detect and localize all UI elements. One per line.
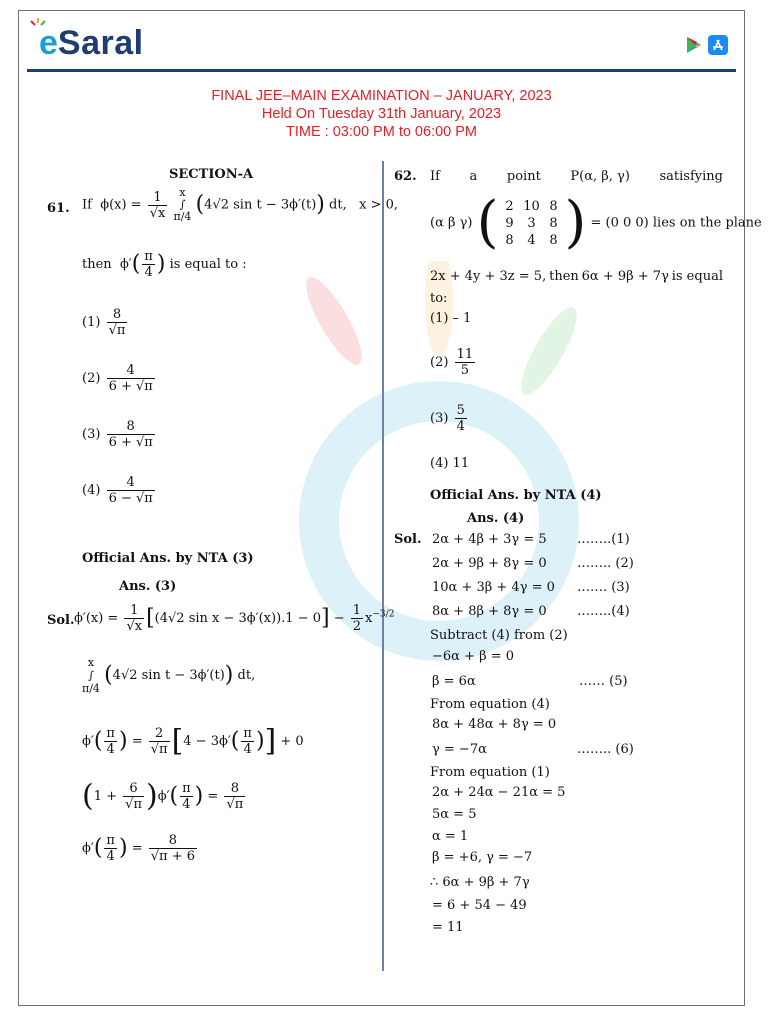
q62-statement: If a point P(α, β, γ) satisfying	[430, 169, 723, 184]
q62-to: to:	[430, 291, 448, 306]
q62-step3: 8α + 48α + 8γ = 0	[432, 717, 557, 732]
q62-option-2: (2) $\frac{11}{5}$	[430, 347, 474, 378]
exam-date: Held On Tuesday 31th January, 2023	[261, 106, 502, 122]
q62-option-1: (1) – 1	[430, 311, 472, 326]
q62-a: a	[469, 169, 478, 184]
q62-from-eq4: From equation (4)	[430, 697, 550, 712]
option-label: (2)	[82, 371, 101, 386]
header	[19, 11, 744, 75]
q62-step1: −6α + β = 0	[432, 649, 515, 664]
q62-eq1: 2α + 4β + 3γ = 5	[432, 532, 547, 547]
q62-plane: 2x + 4y + 3z = 5,	[430, 269, 547, 284]
q62-eq4-tag: ……..(4)	[577, 604, 630, 619]
q62-step11: = 11	[432, 920, 464, 935]
q61-option-2: (2) $\frac{4}{6 + √\pi}$	[82, 363, 153, 394]
q62-sol-label: Sol.	[394, 532, 422, 547]
q61-option-1: (1) $\frac{8}{√\pi}$	[82, 307, 126, 338]
q62-if: If	[430, 169, 440, 184]
q62-option-4: (4) 11	[430, 456, 470, 471]
q62-step8: β = +6, γ = −7	[432, 850, 533, 865]
q62-eq1-tag: ……..(1)	[577, 532, 630, 547]
q62-then: then	[549, 269, 579, 284]
q62-official-answer: Official Ans. by NTA (4)	[430, 488, 602, 503]
q61-tail: is equal to :	[169, 257, 247, 272]
q61-condition: x > 0,	[359, 197, 399, 213]
q62-plane-line	[430, 269, 723, 284]
logo-text: Saral	[57, 23, 144, 62]
q62-eq2-tag: …….. (2)	[577, 556, 634, 571]
option-label: (1)	[82, 315, 101, 330]
q61-sol-line3: ϕ′( $\frac{\pi}{4}$ ) = $\frac{2}{√\pi}$ [4 − 3ϕ′( $\frac{\pi}{4}$ )] + 0	[82, 723, 304, 759]
header-rule	[27, 69, 736, 72]
q62-eq2: 2α + 9β + 8γ = 0	[432, 556, 547, 571]
q62-from-eq1: From equation (1)	[430, 765, 550, 780]
q61-statement: If ϕ(x) = $\frac{1}{√x}$ x ∫ π/4 (4√2 sin t − 3ϕ′(t)) dt, x > 0,	[82, 186, 399, 223]
q62-eq4: 8α + 8β + 8γ = 0	[432, 604, 547, 619]
q61-if: If	[82, 197, 92, 213]
q61-sol-line4: (1 + $\frac{6}{√\pi}$ )ϕ′( $\frac{\pi}{4}$ ) = $\frac{8}{√\pi}$	[82, 778, 244, 814]
exam-title: FINAL JEE–MAIN EXAMINATION – JANUARY, 2023	[211, 88, 552, 104]
q61-then: then ϕ′( $\frac{\pi}{4}$ ) is equal to :	[82, 249, 247, 280]
q62-satisfying: satisfying	[659, 169, 723, 184]
q62-step4: γ = −7α	[432, 742, 487, 757]
q62-eq3-tag: ……. (3)	[577, 580, 630, 595]
q62-step9: ∴ 6α + 9β + 7γ	[430, 875, 530, 890]
q62-step4-tag: …….. (6)	[577, 742, 634, 757]
option-label: (3)	[430, 411, 449, 426]
option-label: (3)	[82, 427, 101, 442]
app-store-icon[interactable]	[708, 35, 728, 55]
q62-subtract: Subtract (4) from (2)	[430, 628, 568, 643]
exam-time: TIME : 03:00 PM to 06:00 PM	[286, 124, 477, 140]
q62-answer: Ans. (4)	[467, 511, 525, 526]
q62-lies: lies on the plane	[652, 215, 762, 231]
q61-answer: Ans. (3)	[119, 579, 177, 594]
esaral-logo[interactable]	[39, 23, 144, 63]
dt-tail: dt,	[237, 668, 256, 683]
q62-step10: = 6 + 54 − 49	[432, 898, 527, 913]
q62-step2: β = 6α	[432, 674, 476, 689]
q61-number: 61.	[47, 201, 70, 216]
q61-sol-line1: ϕ′(x) = $\frac{1}{√x}$ [(4√2 sin x − 3ϕ′(x)).1 − 0] − $\frac{1}{2}$ $x^{-3/2}$	[74, 603, 395, 634]
logo-e: e	[39, 23, 58, 62]
q61-sol-line5: ϕ′( $\frac{\pi}{4}$ ) = $\frac{8}{√\pi + 6}$	[82, 833, 195, 864]
page	[18, 10, 762, 1006]
q62-is-equal: is equal	[671, 269, 723, 284]
exam-heading	[19, 87, 744, 141]
store-icons	[686, 35, 728, 55]
q62-point: point	[506, 169, 541, 184]
q62-step7: α = 1	[432, 829, 469, 844]
column-divider	[382, 161, 384, 971]
q61-option-3: (3) $\frac{8}{6 + √\pi}$	[82, 419, 153, 450]
q62-step5: 2α + 24α − 21α = 5	[432, 785, 566, 800]
q62-step6: 5α = 5	[432, 807, 477, 822]
option-label: (4)	[82, 483, 101, 498]
q61-sol-line2: x ∫ π/4 (4√2 sin t − 3ϕ′(t)) dt,	[82, 656, 256, 695]
q62-option-3: (3) $\frac{5}{4}$	[430, 403, 465, 434]
q62-matrix-eq: (α β γ) ( 2 10 8 9 3 8 8 4 8 ) = (0 0 0) lies on the plane	[430, 190, 762, 255]
q61-official-answer: Official Ans. by NTA (3)	[82, 551, 254, 566]
q62-expr: 6α + 9β + 7γ	[581, 269, 669, 284]
section-title: SECTION-A	[169, 167, 254, 182]
q62-step2-tag: …… (5)	[579, 674, 628, 689]
q62-number: 62.	[394, 169, 417, 184]
q61-option-4: (4) $\frac{4}{6 - √\pi}$	[82, 475, 153, 506]
option-label: (2)	[430, 355, 449, 370]
q61-then-word: then	[82, 257, 112, 272]
google-play-icon[interactable]	[686, 36, 702, 54]
q62-eq3: 10α + 3β + 4γ = 0	[432, 580, 555, 595]
matrix: ( 2 10 8 9 3 8 8 4 8 )	[476, 190, 587, 255]
q61-sol-label: Sol.	[47, 613, 75, 628]
